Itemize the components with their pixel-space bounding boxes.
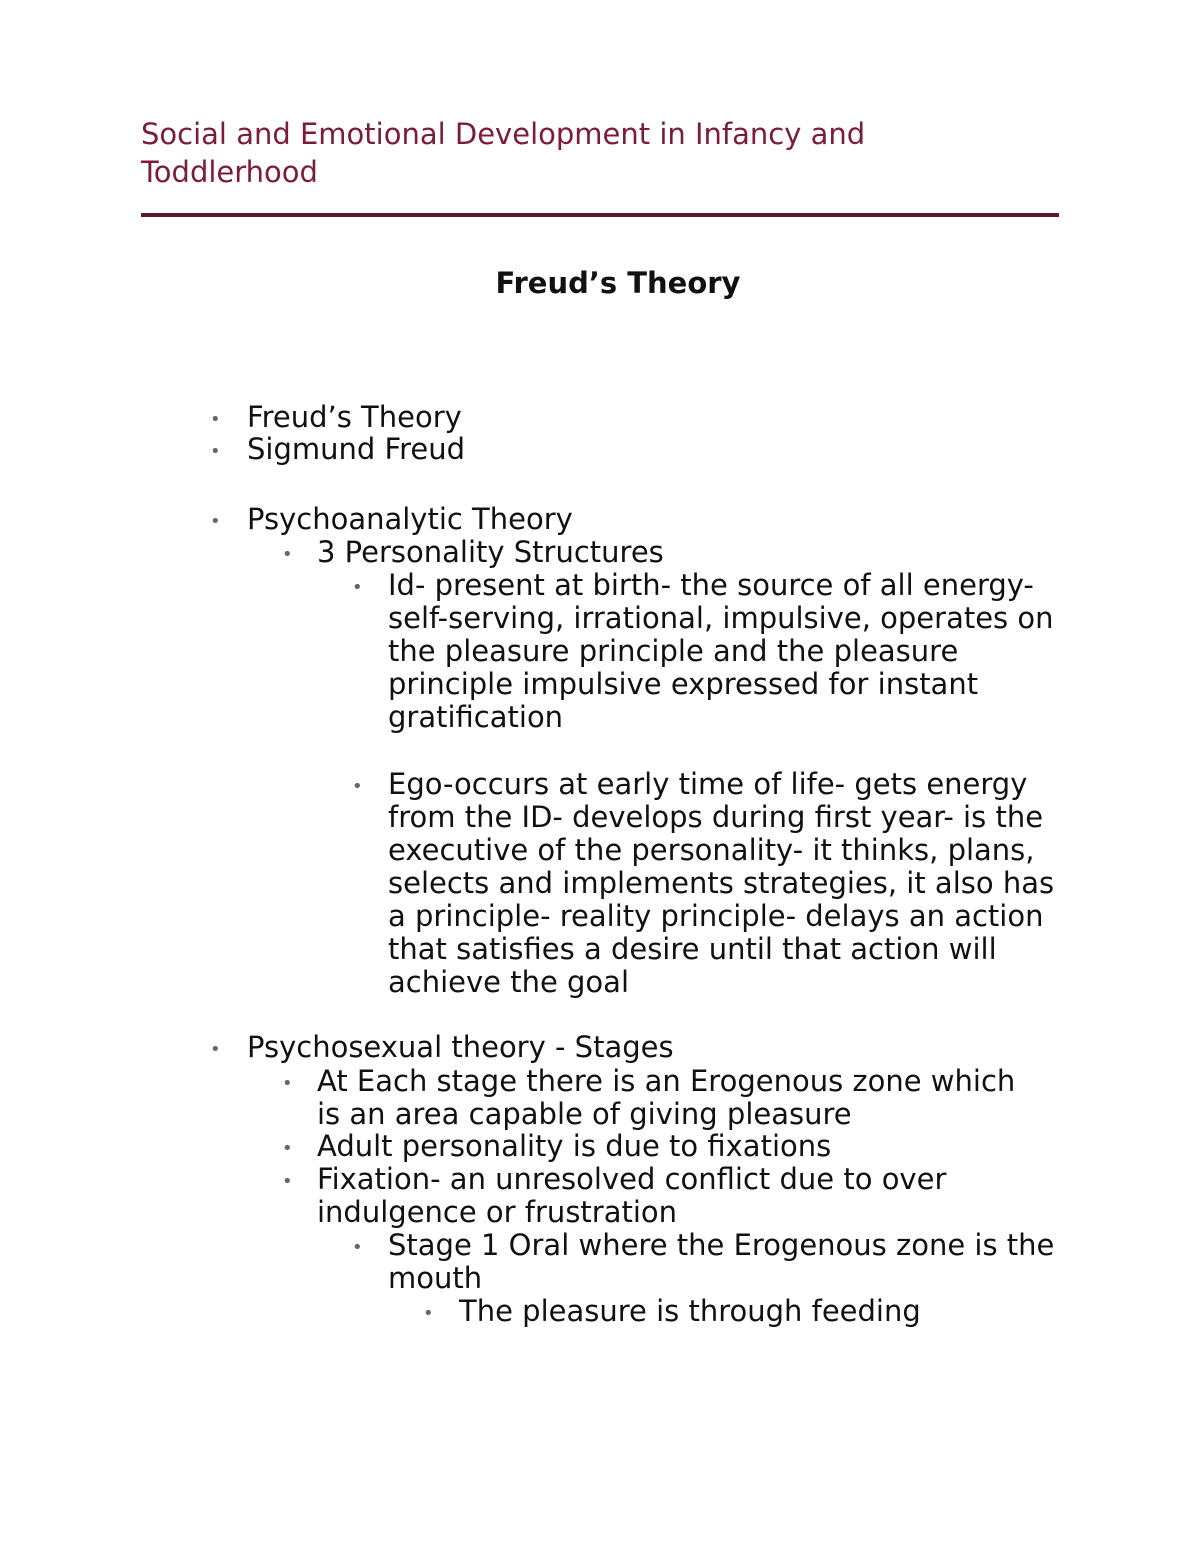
outline-item: Fixation- an unresolved conflict due to over indulgence or frustration <box>317 1162 947 1229</box>
bullet-icon: • <box>210 409 221 430</box>
outline-item: Psychosexual theory - Stages <box>247 1030 674 1064</box>
outline-item: Ego-occurs at early time of life- gets energy from the ID- develops during first year- is the executive of the personality- it thinks, plans, selects and implements strategies, it also has a principle- reality principle- delays an action that satisfies a desire until that action will achieve the goal <box>388 767 1055 999</box>
bullet-icon: • <box>210 1039 221 1060</box>
outline-item: The pleasure is through feeding <box>459 1294 921 1328</box>
outline-item: Freud’s Theory <box>247 400 462 434</box>
bullet-icon: • <box>282 1073 293 1094</box>
outline-item: 3 Personality Structures <box>317 535 664 569</box>
outline-item: Adult personality is due to fixations <box>317 1129 832 1163</box>
outline-item: At Each stage there is an Erogenous zone which is an area capable of giving pleasure <box>317 1064 1016 1131</box>
outline-item: Stage 1 Oral where the Erogenous zone is the mouth <box>388 1228 1055 1295</box>
bullet-icon: • <box>352 1237 363 1258</box>
bullet-icon: • <box>352 776 363 797</box>
section-heading: Freud’s Theory <box>495 266 741 300</box>
bullet-icon: • <box>210 441 221 462</box>
bullet-icon: • <box>210 511 221 532</box>
outline-item: Sigmund Freud <box>247 432 465 466</box>
bullet-icon: • <box>282 1138 293 1159</box>
bullet-icon: • <box>352 577 363 598</box>
bullet-icon: • <box>423 1303 434 1324</box>
outline-item: Id- present at birth- the source of all energy- self-serving, irrational, impulsive, operates on the pleasure principle and the pleasure principle impulsive expressed for instant gratification <box>388 568 1054 734</box>
document-title: Social and Emotional Development in Infancy and Toddlerhood <box>141 117 866 189</box>
bullet-icon: • <box>282 544 293 565</box>
bullet-icon: • <box>282 1171 293 1192</box>
outline-item: Psychoanalytic Theory <box>247 502 573 536</box>
